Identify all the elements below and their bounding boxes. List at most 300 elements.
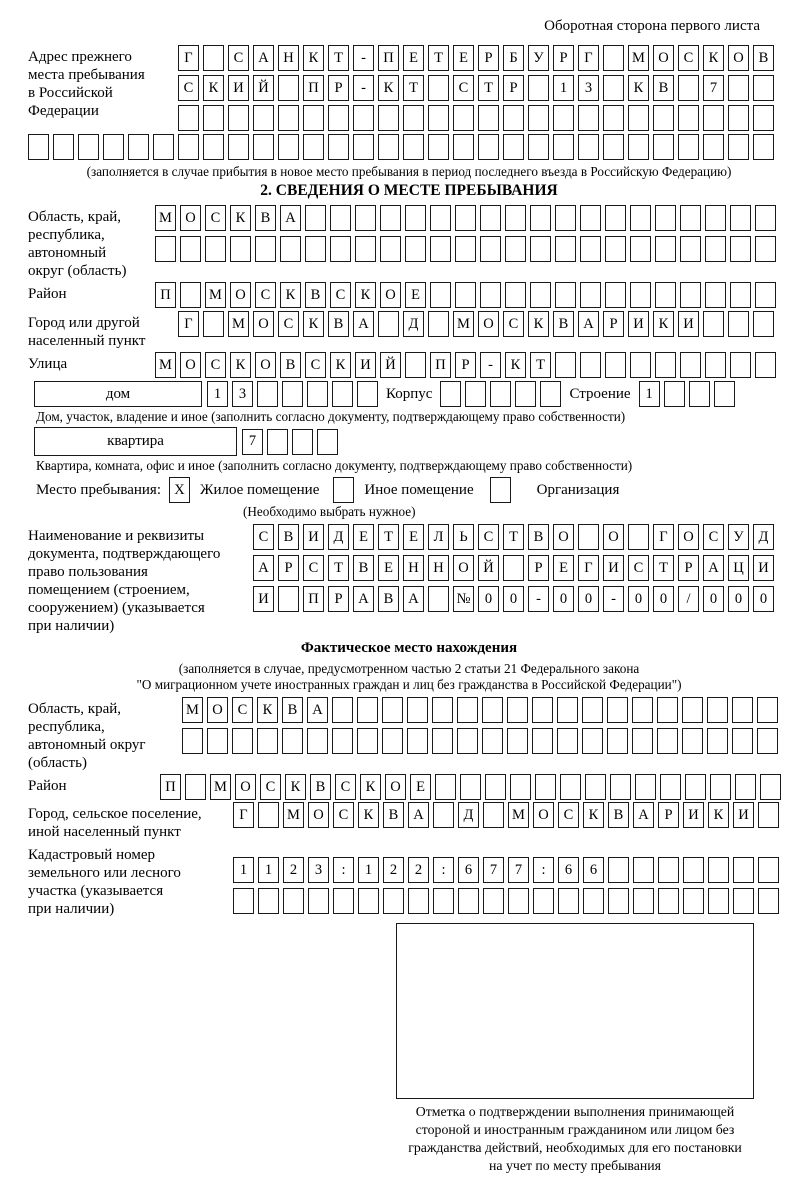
char-cell [705, 352, 726, 378]
char-cell: И [678, 311, 699, 337]
char-cell [380, 236, 401, 262]
cadastral-group [28, 843, 790, 919]
char-cell [655, 352, 676, 378]
char-cell [258, 888, 279, 914]
char-cell: Н [428, 555, 449, 581]
char-cell: И [355, 352, 376, 378]
char-cell [405, 236, 426, 262]
char-cell [683, 888, 704, 914]
char-cell: Л [428, 524, 449, 550]
actual-district-group [28, 774, 790, 800]
prev-address-label: Адрес прежнего места пребывания в Российской Федерации [28, 49, 145, 119]
char-cell [658, 888, 679, 914]
char-cell [603, 134, 624, 160]
actual-location-note-2: "О миграционном учете иностранных граждан и лиц без гражданства в Российской Федерации") [136, 677, 682, 692]
char-cell [580, 205, 601, 231]
char-cell [407, 728, 428, 754]
char-cell: И [628, 311, 649, 337]
char-cell [457, 697, 478, 723]
char-cell [580, 282, 601, 308]
char-cell [530, 236, 551, 262]
char-cell [307, 728, 328, 754]
char-cell [557, 728, 578, 754]
char-cell [632, 697, 653, 723]
char-cell [328, 105, 349, 131]
char-cell [253, 105, 274, 131]
char-cell: С [335, 774, 356, 800]
char-cell: Т [328, 555, 349, 581]
char-cell: И [683, 802, 704, 828]
actual-city-group [28, 802, 790, 841]
char-cell: К [230, 352, 251, 378]
char-cell [480, 282, 501, 308]
char-cell: О [603, 524, 624, 550]
actual-region-row-2 [182, 728, 790, 754]
char-cell [578, 524, 599, 550]
char-cell: К [355, 282, 376, 308]
char-cell [605, 205, 626, 231]
char-cell: Е [403, 524, 424, 550]
char-cell [203, 134, 224, 160]
char-cell: 6 [583, 857, 604, 883]
char-cell: Г [578, 555, 599, 581]
char-cell: С [330, 282, 351, 308]
char-cell [678, 134, 699, 160]
char-cell [203, 311, 224, 337]
char-cell [603, 45, 624, 71]
cadastral-row-2 [233, 888, 790, 914]
char-cell: 3 [308, 857, 329, 883]
char-cell: С [558, 802, 579, 828]
char-cell: И [228, 75, 249, 101]
char-cell [607, 697, 628, 723]
char-cell: 6 [458, 857, 479, 883]
char-cell: А [633, 802, 654, 828]
char-cell [433, 888, 454, 914]
char-cell [455, 282, 476, 308]
char-cell [378, 311, 399, 337]
char-cell [253, 134, 274, 160]
char-cell [233, 888, 254, 914]
prev-address-row-3 [178, 105, 790, 131]
char-cell [655, 236, 676, 262]
char-cell: П [303, 586, 324, 612]
char-cell [407, 697, 428, 723]
char-cell: 2 [408, 857, 429, 883]
char-cell [605, 236, 626, 262]
char-cell [533, 888, 554, 914]
char-cell: Й [478, 555, 499, 581]
char-cell: Т [328, 45, 349, 71]
char-cell [383, 888, 404, 914]
doc-row-3 [253, 586, 790, 612]
char-cell [610, 774, 631, 800]
char-cell: - [353, 75, 374, 101]
char-cell [305, 205, 326, 231]
char-cell: Е [453, 45, 474, 71]
actual-district-row [160, 774, 781, 800]
char-cell [555, 205, 576, 231]
char-cell: Д [458, 802, 479, 828]
section2-heading: 2. СВЕДЕНИЯ О МЕСТЕ ПРЕБЫВАНИЯ [260, 182, 558, 199]
char-cell [490, 381, 511, 407]
char-cell: М [283, 802, 304, 828]
char-cell [428, 311, 449, 337]
char-cell [282, 728, 303, 754]
char-cell: 7 [242, 429, 263, 455]
char-cell [430, 282, 451, 308]
char-cell [507, 697, 528, 723]
char-cell: В [383, 802, 404, 828]
actual-city-label: Город, сельское поселение, иной населенный пункт [28, 806, 202, 840]
char-cell [628, 134, 649, 160]
char-cell [605, 282, 626, 308]
char-cell [755, 282, 776, 308]
char-cell: : [333, 857, 354, 883]
char-cell: М [182, 697, 203, 723]
char-cell: У [728, 524, 749, 550]
char-cell [753, 105, 774, 131]
char-cell: 1 [553, 75, 574, 101]
char-cell [689, 381, 710, 407]
char-cell: Е [378, 555, 399, 581]
char-cell [528, 75, 549, 101]
place-type-label: Место пребывания: [36, 481, 161, 498]
char-cell [355, 236, 376, 262]
char-cell [278, 586, 299, 612]
char-cell [708, 857, 729, 883]
district-label: Район [28, 286, 67, 302]
char-cell: С [478, 524, 499, 550]
char-cell [653, 105, 674, 131]
char-cell: Р [328, 586, 349, 612]
char-cell [607, 728, 628, 754]
char-cell [535, 774, 556, 800]
char-cell: И [753, 555, 774, 581]
char-cell: Р [553, 45, 574, 71]
char-cell [307, 381, 328, 407]
char-cell: К [303, 311, 324, 337]
stamp-caption: Отметка о подтверждении выполнения принимающей стороной и иностранным гражданином или лицом без гражданства действий, необходимых для его постановки на учет по месту пребывания [408, 1104, 742, 1173]
char-cell [730, 282, 751, 308]
char-cell [708, 888, 729, 914]
char-cell: А [403, 586, 424, 612]
char-cell [705, 282, 726, 308]
char-cell [530, 282, 551, 308]
char-cell [630, 352, 651, 378]
char-cell: С [503, 311, 524, 337]
char-cell [483, 888, 504, 914]
char-cell: А [307, 697, 328, 723]
char-cell: Й [380, 352, 401, 378]
char-cell [303, 105, 324, 131]
char-cell: Г [178, 45, 199, 71]
apartment-note: Квартира, комната, офис и иное (заполнить согласно документу, подтверждающему право собственности) [36, 458, 633, 473]
char-cell [583, 888, 604, 914]
house-number-cells [207, 381, 378, 407]
char-cell [633, 888, 654, 914]
char-cell: П [155, 282, 176, 308]
organization-label: Организация [536, 481, 620, 498]
char-cell [255, 236, 276, 262]
char-cell: 1 [233, 857, 254, 883]
char-cell: 1 [639, 381, 660, 407]
char-cell: Р [678, 555, 699, 581]
char-cell: Б [503, 45, 524, 71]
char-cell: М [453, 311, 474, 337]
char-cell: 1 [358, 857, 379, 883]
char-cell [480, 236, 501, 262]
actual-district-label: Район [28, 778, 67, 794]
char-cell [707, 728, 728, 754]
char-cell: О [653, 45, 674, 71]
char-cell: В [528, 524, 549, 550]
char-cell [282, 381, 303, 407]
char-cell: К [358, 802, 379, 828]
char-cell [257, 728, 278, 754]
char-cell: К [378, 75, 399, 101]
char-cell: В [282, 697, 303, 723]
char-cell [332, 697, 353, 723]
residential-checkbox: X [169, 477, 190, 503]
char-cell: Т [478, 75, 499, 101]
char-cell [578, 134, 599, 160]
char-cell [685, 774, 706, 800]
street-group [28, 352, 790, 378]
char-cell [308, 888, 329, 914]
char-cell [505, 236, 526, 262]
char-cell [205, 236, 226, 262]
organization-checkbox [490, 477, 511, 503]
char-cell [710, 774, 731, 800]
char-cell: А [408, 802, 429, 828]
char-cell [657, 697, 678, 723]
char-cell [292, 429, 313, 455]
char-cell: А [253, 555, 274, 581]
place-type-note: (Необходимо выбрать нужное) [243, 504, 416, 519]
char-cell [432, 728, 453, 754]
char-cell: 0 [753, 586, 774, 612]
char-cell [357, 381, 378, 407]
char-cell: К [303, 45, 324, 71]
char-cell [585, 774, 606, 800]
char-cell [378, 105, 399, 131]
char-cell: В [278, 524, 299, 550]
char-cell: - [603, 586, 624, 612]
district-group [28, 282, 790, 308]
char-cell [733, 888, 754, 914]
char-cell [628, 524, 649, 550]
char-cell [553, 134, 574, 160]
char-cell: Е [405, 282, 426, 308]
char-cell: Н [403, 555, 424, 581]
char-cell [53, 134, 74, 160]
char-cell [178, 105, 199, 131]
char-cell [480, 205, 501, 231]
char-cell: В [255, 205, 276, 231]
char-cell: Д [403, 311, 424, 337]
char-cell [380, 205, 401, 231]
char-cell [680, 205, 701, 231]
char-cell [478, 105, 499, 131]
char-cell: : [533, 857, 554, 883]
char-cell [357, 697, 378, 723]
char-cell [428, 75, 449, 101]
char-cell [758, 888, 779, 914]
char-cell: А [280, 205, 301, 231]
char-cell: С [205, 352, 226, 378]
char-cell [683, 857, 704, 883]
char-cell: А [353, 586, 374, 612]
char-cell: И [733, 802, 754, 828]
char-cell [332, 728, 353, 754]
char-cell [180, 282, 201, 308]
char-cell [532, 728, 553, 754]
prev-address-overflow-row [28, 134, 790, 160]
char-cell [128, 134, 149, 160]
char-cell [628, 105, 649, 131]
char-cell [553, 105, 574, 131]
char-cell: Н [278, 45, 299, 71]
char-cell: С [278, 311, 299, 337]
char-cell [482, 697, 503, 723]
char-cell: О [380, 282, 401, 308]
char-cell: М [228, 311, 249, 337]
char-cell: О [255, 352, 276, 378]
char-cell: Д [753, 524, 774, 550]
char-cell [680, 236, 701, 262]
char-cell [508, 888, 529, 914]
char-cell: Г [653, 524, 674, 550]
char-cell [678, 75, 699, 101]
char-cell [664, 381, 685, 407]
char-cell: С [255, 282, 276, 308]
city-group [28, 311, 790, 350]
char-cell [582, 697, 603, 723]
char-cell [465, 381, 486, 407]
char-cell: М [205, 282, 226, 308]
char-cell: Р [328, 75, 349, 101]
char-cell: К [285, 774, 306, 800]
char-cell: Е [410, 774, 431, 800]
char-cell [283, 888, 304, 914]
city-row [178, 311, 774, 337]
char-cell [258, 802, 279, 828]
char-cell: С [205, 205, 226, 231]
char-cell [703, 311, 724, 337]
char-cell [605, 352, 626, 378]
char-cell [460, 774, 481, 800]
char-cell: Ц [728, 555, 749, 581]
char-cell: О [180, 205, 201, 231]
char-cell [317, 429, 338, 455]
char-cell: Г [233, 802, 254, 828]
char-cell [757, 697, 778, 723]
doc-group [28, 524, 790, 635]
char-cell [153, 134, 174, 160]
prev-address-row-2 [178, 75, 790, 101]
char-cell [580, 352, 601, 378]
place-type-row [36, 477, 790, 503]
region-row-1 [155, 205, 790, 231]
stamp-box [396, 923, 754, 1099]
char-cell [757, 728, 778, 754]
char-cell: И [603, 555, 624, 581]
char-cell: О [180, 352, 201, 378]
char-cell: Г [578, 45, 599, 71]
char-cell: Р [278, 555, 299, 581]
char-cell: В [305, 282, 326, 308]
char-cell [408, 888, 429, 914]
char-cell: Т [378, 524, 399, 550]
char-cell [430, 205, 451, 231]
char-cell: А [353, 311, 374, 337]
actual-location-heading: Фактическое место нахождения [300, 640, 518, 656]
char-cell: 0 [653, 586, 674, 612]
char-cell [755, 236, 776, 262]
char-cell [735, 774, 756, 800]
char-cell: К [528, 311, 549, 337]
char-cell [207, 728, 228, 754]
char-cell [103, 134, 124, 160]
region-label: Область, край, республика, автономный округ (область) [28, 209, 127, 279]
char-cell [333, 888, 354, 914]
korpus-label: Корпус [386, 385, 433, 402]
char-cell: С [703, 524, 724, 550]
char-cell [328, 134, 349, 160]
char-cell: О [235, 774, 256, 800]
char-cell [530, 205, 551, 231]
char-cell [505, 282, 526, 308]
char-cell [580, 236, 601, 262]
char-cell: Г [178, 311, 199, 337]
korpus-cells [440, 381, 561, 407]
char-cell [353, 134, 374, 160]
char-cell: Е [403, 45, 424, 71]
char-cell [403, 105, 424, 131]
char-cell [630, 236, 651, 262]
char-cell: П [378, 45, 399, 71]
actual-city-row [233, 802, 779, 828]
char-cell: С [333, 802, 354, 828]
char-cell [305, 236, 326, 262]
char-cell: Р [455, 352, 476, 378]
region-row-2 [155, 236, 790, 262]
char-cell: Д [328, 524, 349, 550]
char-cell: О [678, 524, 699, 550]
char-cell: 0 [478, 586, 499, 612]
char-cell: К [203, 75, 224, 101]
char-cell: С [678, 45, 699, 71]
char-cell: В [353, 555, 374, 581]
char-cell: Е [353, 524, 374, 550]
char-cell: К [330, 352, 351, 378]
char-cell: П [430, 352, 451, 378]
char-cell [507, 728, 528, 754]
char-cell [555, 282, 576, 308]
char-cell [555, 236, 576, 262]
actual-region-group [28, 697, 790, 772]
char-cell [753, 311, 774, 337]
char-cell [603, 105, 624, 131]
char-cell [405, 205, 426, 231]
stroenie-label: Строение [569, 385, 631, 402]
doc-row-1 [253, 524, 790, 550]
apartment-number-cells [242, 429, 338, 455]
char-cell [478, 134, 499, 160]
char-cell: 0 [703, 586, 724, 612]
char-cell [455, 236, 476, 262]
